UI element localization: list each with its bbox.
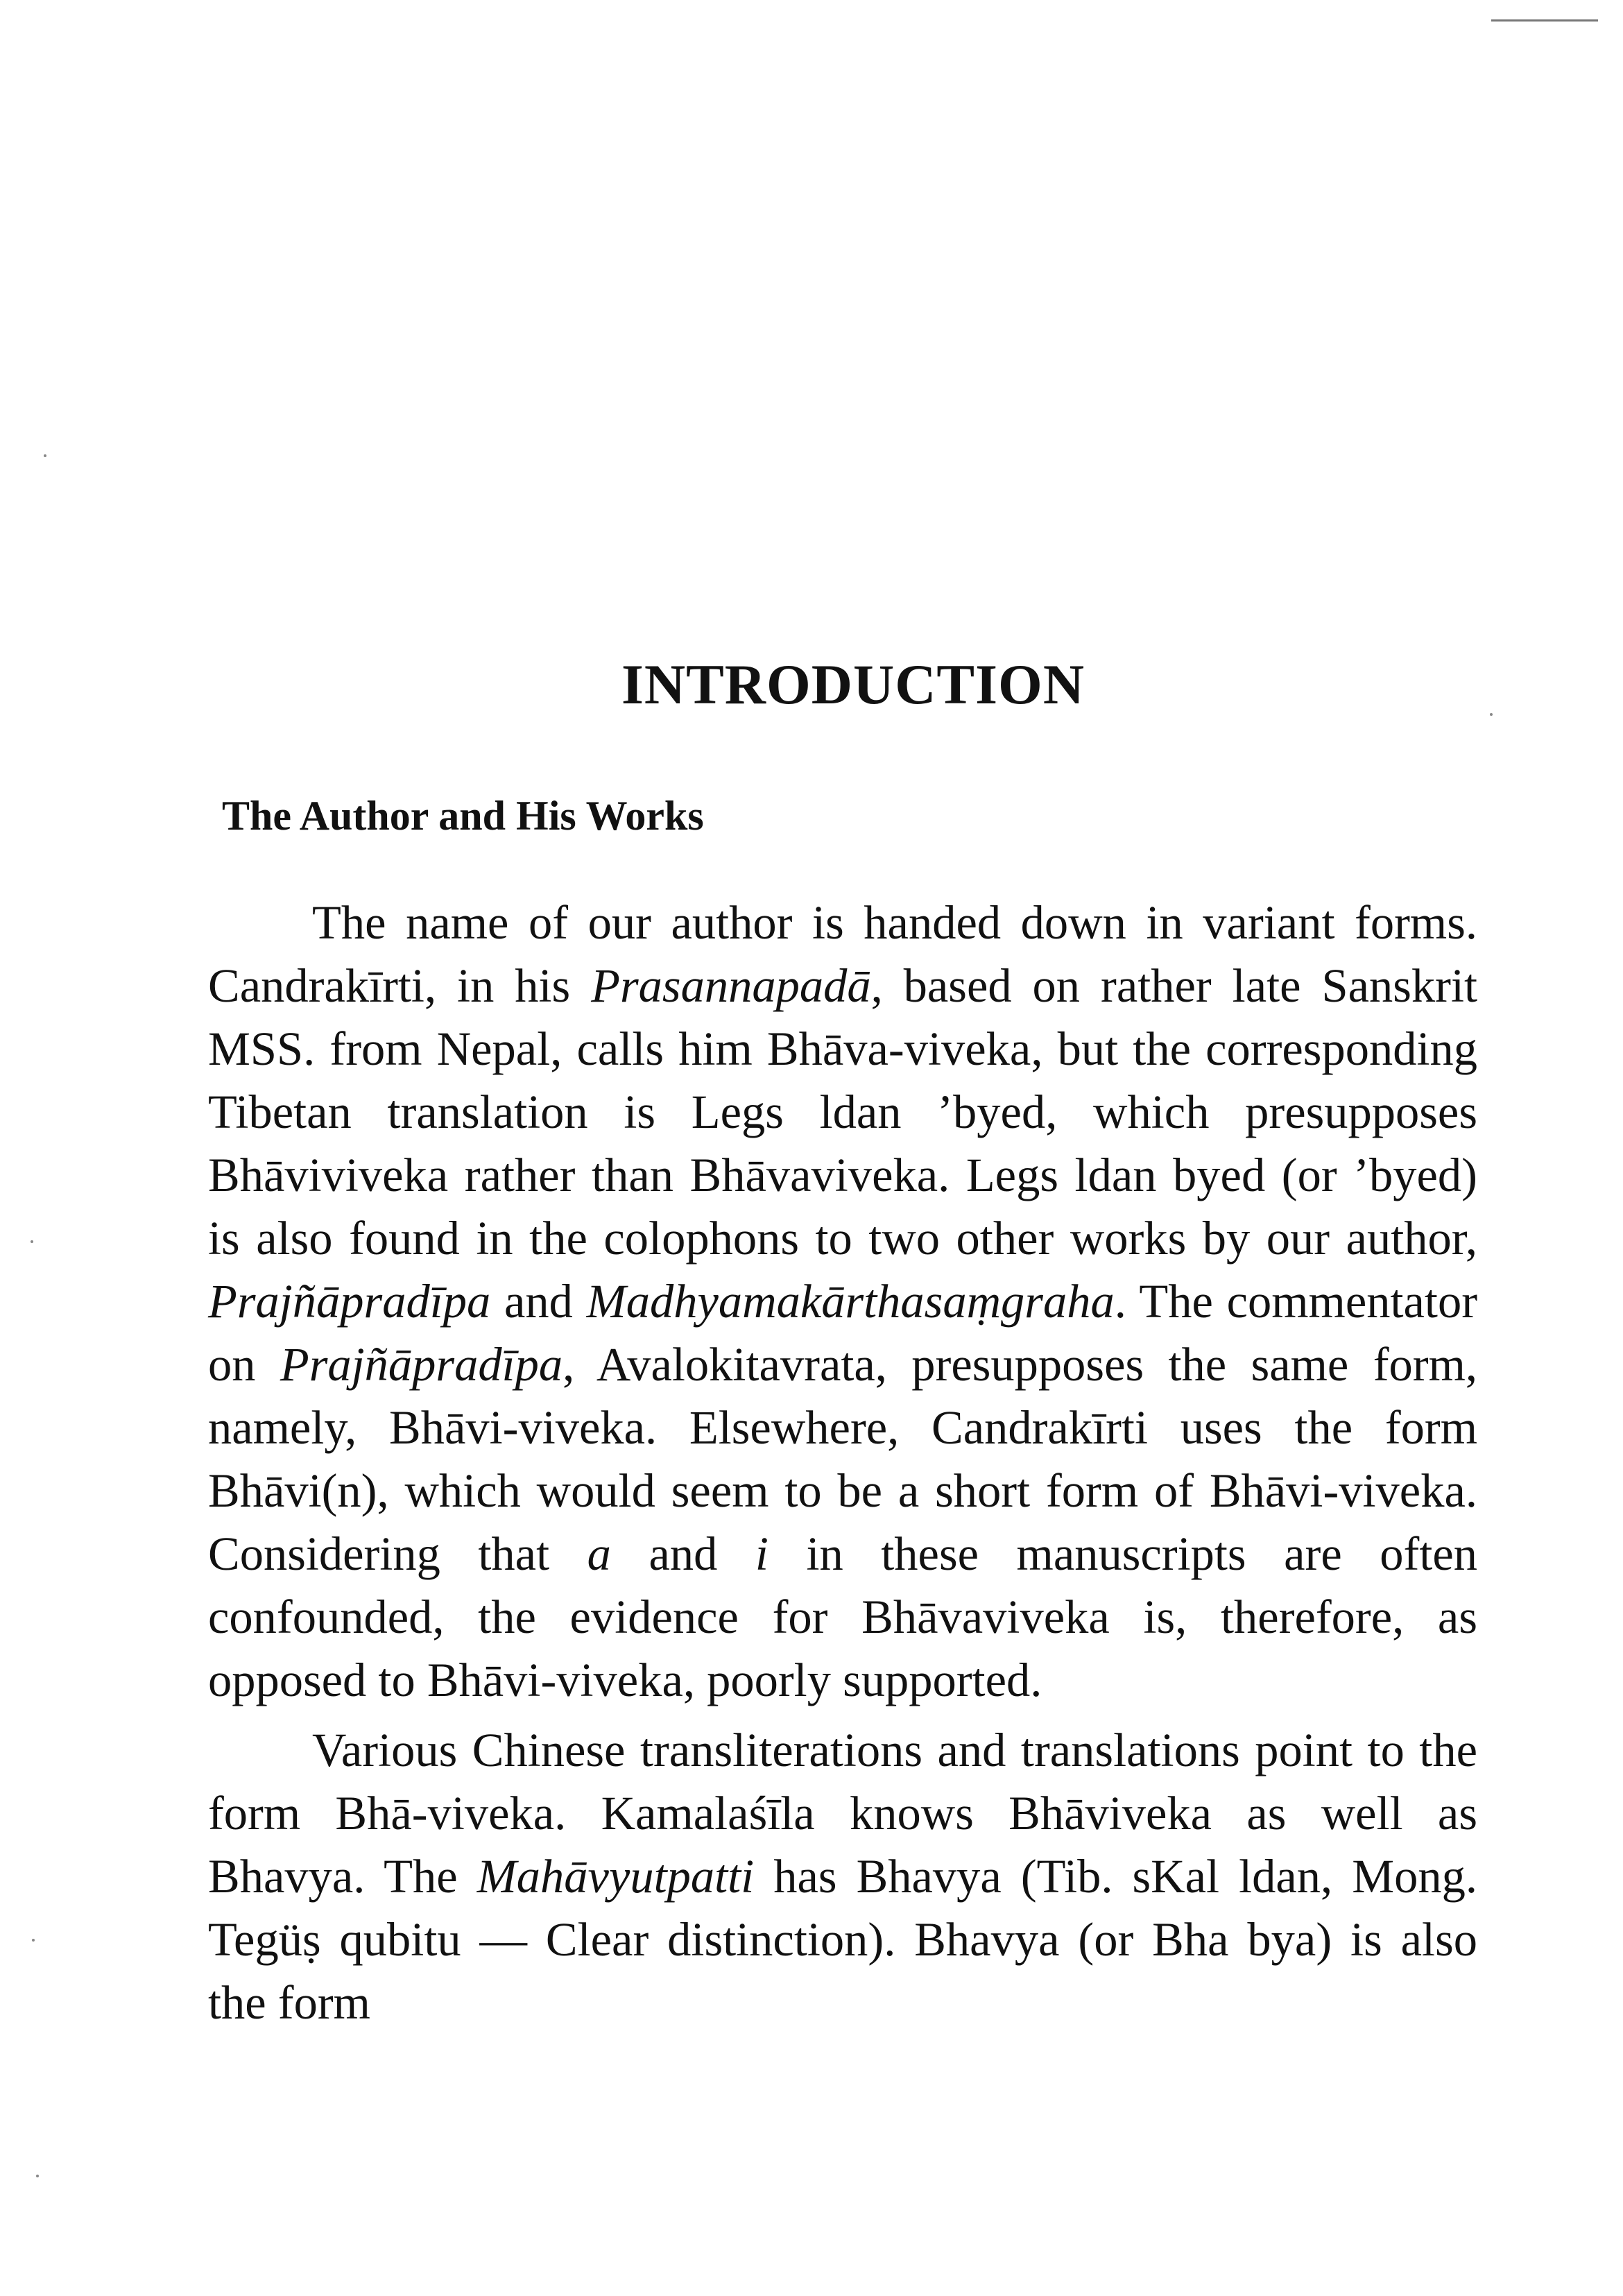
text-run: , based on rather late Sanskrit MSS. from Nepal, calls him Bhāva-viveka, but the corresponding Tibetan translation is Legs ldan ’byed, which presupposes Bhāviviveka rather than Bhāvaviveka. Legs ldan byed (or ’byed) is also found in the colophons to two other works by our author, (208, 959, 1478, 1265)
body-text (208, 891, 1477, 2041)
scan-speck (36, 2175, 39, 2177)
scan-speck (32, 1939, 35, 1942)
italic-title: Prasannapadā (591, 959, 871, 1012)
italic-title: i (755, 1527, 768, 1580)
section-heading: The Author and His Works (222, 793, 704, 839)
text-run: in these manuscripts are often confounded, the evidence for Bhāvaviveka is, therefore, as opposed to Bhāvi-viveka, poorly supported. (208, 1527, 1477, 1706)
italic-title: Prajñāpradīpa (280, 1338, 563, 1391)
text-run: and (490, 1275, 587, 1328)
paragraph-1 (208, 891, 1477, 1712)
text-run: Various Chinese transliterations and translations point to the form Bhā-viveka. Kamalaśīla knows Bhāviveka as well as Bhavya. The (208, 1724, 1477, 1903)
italic-title: Madhyamakārthasaṃgraha (586, 1275, 1115, 1328)
text-run: , Avalokitavrata, presupposes the same form, namely, Bhāvi-viveka. Elsewhere, Candrakīrti uses the form Bhāvi(n), which would seem to be a short form of Bhāvi-viveka. Considering that (208, 1338, 1477, 1580)
text-run: and (610, 1527, 755, 1580)
italic-title: a (587, 1527, 611, 1580)
scan-speck (44, 454, 46, 457)
page-title: INTRODUCTION (621, 653, 1085, 716)
italic-title: Prajñāpradīpa (208, 1275, 491, 1328)
scan-speck (31, 1240, 33, 1243)
text-run: The name of our author is handed down in variant forms. Candrakīrti, in his (208, 896, 1477, 1012)
top-edge-rule (1491, 19, 1598, 22)
italic-title: Mahāvyutpatti (476, 1850, 755, 1903)
text-run: has Bhavya (Tib. sKal ldan, Mong. Tegüṣ qubitu — Clear distinction). Bhavya (or Bha bya) is also the form (208, 1850, 1477, 2029)
paragraph-2 (208, 1719, 1477, 2034)
text-run: . The commentator on (208, 1275, 1478, 1391)
